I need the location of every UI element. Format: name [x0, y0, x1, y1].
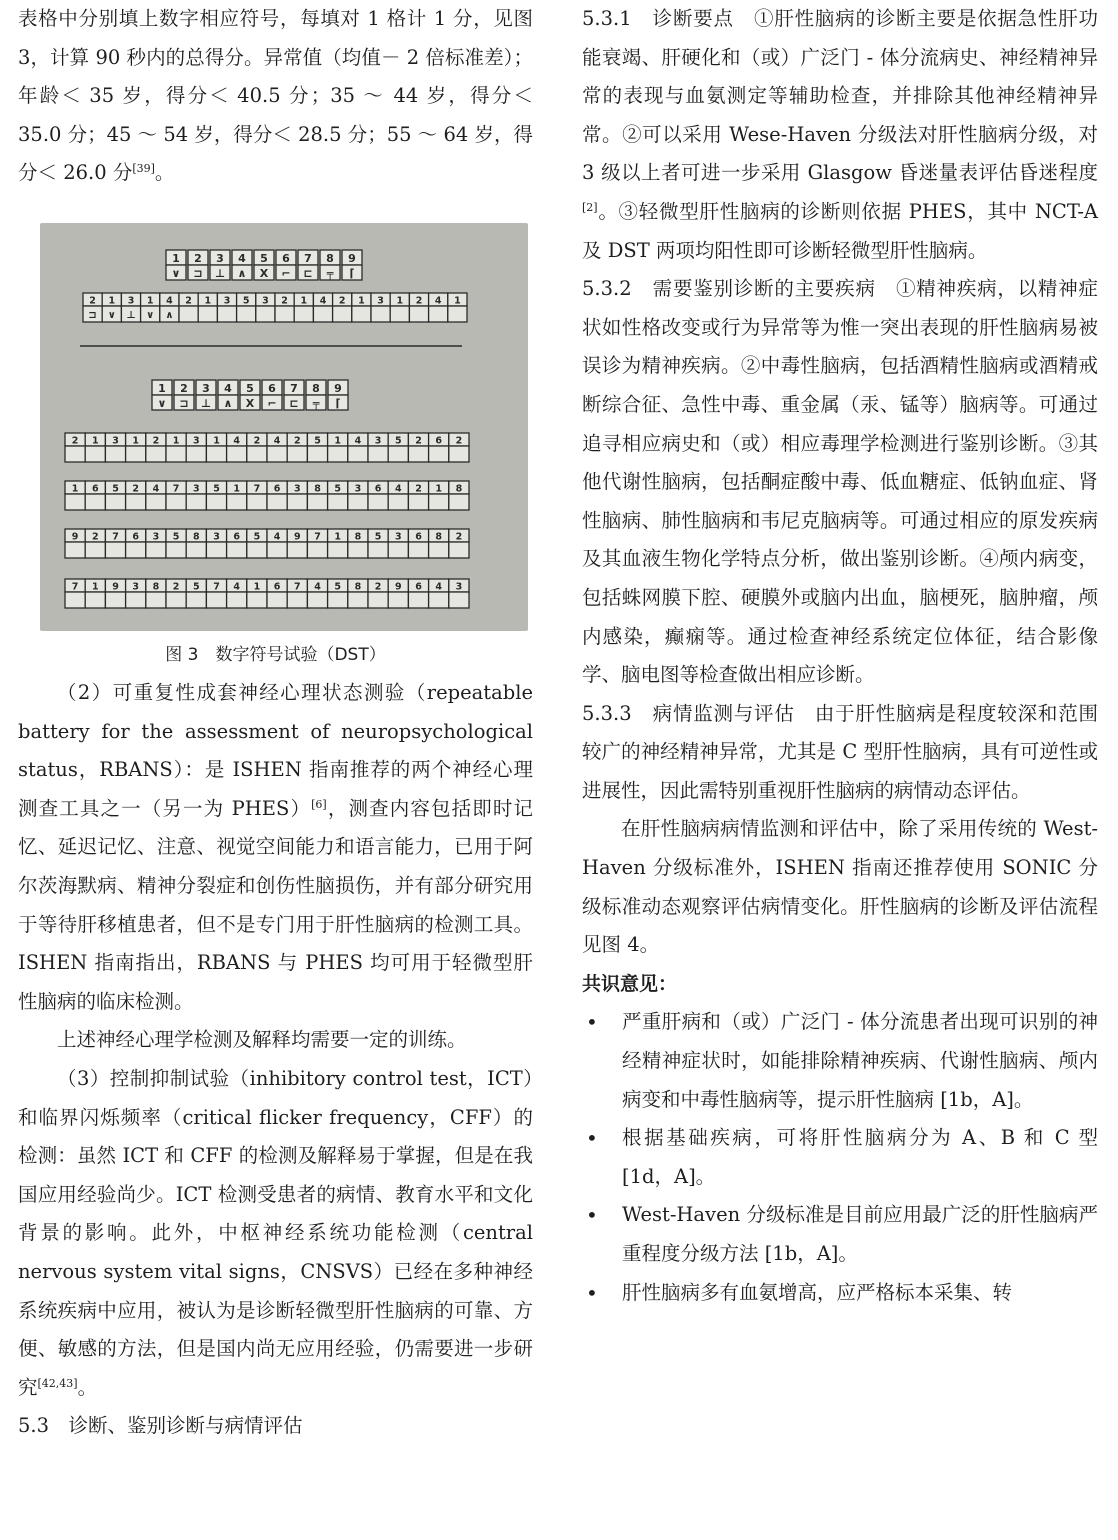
row-cell: [287, 494, 307, 510]
row-symbol: ∨: [107, 310, 116, 321]
key-digit: 1: [172, 252, 180, 265]
key-symbol: ⊐: [193, 267, 203, 280]
row-digit: 2: [91, 531, 99, 543]
key-symbol: X: [245, 397, 255, 410]
key-symbol: ⌐: [281, 267, 291, 280]
row-digit: 2: [338, 295, 346, 307]
paragraph-text: 5.3.1 诊断要点 ①肝性脑病的诊断主要是依据急性肝功能衰竭、肝硬化和（或）广泛门 - 体分流病史、神经精神异常的表现与血氨测定等辅助检查，并排除其他神经精神异常。②可以采用 Wese-Haven 分级法对肝性脑病分级，对 3 级以上者可进一步采用 Glasgow 昏迷量表评估昏迷程度: [582, 7, 1098, 185]
row-digit: 2: [415, 435, 422, 447]
row-cell: [256, 306, 275, 322]
row-digit: 1: [435, 483, 443, 495]
row-digit: 1: [172, 435, 180, 447]
row-cell: [65, 542, 85, 558]
row-digit: 7: [172, 483, 180, 495]
row-digit: 3: [377, 295, 384, 307]
row-cell: [206, 542, 226, 558]
row-digit: 3: [293, 483, 301, 495]
row-cell: [348, 592, 368, 608]
key-digit: 9: [334, 382, 342, 395]
row-cell: [186, 494, 206, 510]
row-digit: 4: [273, 435, 281, 447]
row-cell: [448, 306, 467, 322]
row-digit: 3: [213, 531, 220, 543]
row-cell: [126, 592, 146, 608]
right-column: [582, 0, 1098, 1312]
row-cell: [85, 494, 105, 510]
row-digit: 1: [204, 295, 212, 307]
row-cell: [368, 592, 388, 608]
row-cell: [348, 446, 368, 462]
differential-diagnosis-paragraph: 5.3.2 需要鉴别诊断的主要疾病 ①精神疾病，以精神症状如性格改变或行为异常等为惟一突出表现的肝性脑病易被误诊为精神疾病。②中毒性脑病，包括酒精性脑病或酒精戒断综合征、急性中毒、重金属（汞、锰等）脑病等。可通过追寻相应病史和（或）相应毒理学检测进行鉴别诊断。③其他代谢性脑病，包括酮症酸中毒、低血糖症、低钠血症、肾性脑病、肺性脑病和韦尼克脑病等。可通过相应的原发疾病及其血液生物化学特点分析，做出鉴别诊断。④颅内病变，包括蛛网膜下腔、硬膜外或脑内出血，脑梗死，脑肿瘤，颅内感染，癫痫等。通过检查神经系统定位体征，结合影像学、脑电图等检查做出相应诊断。: [582, 277, 1098, 687]
row-digit: 2: [374, 581, 382, 593]
row-digit: 2: [415, 295, 423, 307]
row-digit: 6: [233, 531, 241, 543]
row-cell: [146, 446, 166, 462]
key-symbol: ⊏: [303, 267, 313, 280]
key-symbol: ⊏: [289, 397, 299, 410]
key-digit: 5: [246, 382, 254, 395]
row-cell: [449, 542, 469, 558]
row-cell: [388, 446, 408, 462]
row-cell: [390, 306, 409, 322]
row-digit: 1: [213, 435, 220, 447]
row-digit: 1: [146, 295, 154, 307]
row-cell: [105, 446, 125, 462]
row-digit: 2: [281, 295, 288, 307]
key-symbol: ⊥: [214, 267, 226, 280]
row-digit: 3: [223, 295, 231, 307]
row-digit: 5: [394, 435, 402, 447]
dst-test-sheet: [40, 223, 528, 631]
key-symbol: ⌈: [349, 267, 355, 280]
key-digit: 6: [268, 382, 276, 395]
row-cell: [217, 306, 236, 322]
row-cell: [105, 542, 125, 558]
row-digit: 2: [71, 435, 79, 447]
row-digit: 8: [354, 581, 362, 593]
key-symbol: X: [259, 267, 269, 280]
key-digit: 4: [224, 382, 232, 395]
row-digit: 4: [434, 295, 442, 307]
row-digit: 6: [132, 531, 140, 543]
row-digit: 3: [262, 295, 269, 307]
row-cell: [352, 306, 371, 322]
row-cell: [307, 542, 327, 558]
consensus-item: • 严重肝病和（或）广泛门 - 体分流患者出现可识别的神经精神症状时，如能排除精神疾病、代谢性脑病、颅内病变和中毒性脑病等，提示肝性脑病 [1b，A]。: [582, 1003, 1098, 1119]
consensus-list: [582, 1003, 1098, 1312]
row-digit: 4: [319, 295, 327, 307]
row-digit: 8: [455, 483, 463, 495]
row-cell: [105, 494, 125, 510]
row-cell: [186, 592, 206, 608]
row-digit: 3: [132, 581, 140, 593]
row-symbol: ⊥: [126, 310, 136, 321]
key-digit: 5: [260, 252, 268, 265]
row-cell: [65, 592, 85, 608]
row-digit: 5: [172, 531, 180, 543]
row-digit: 5: [253, 531, 261, 543]
row-digit: 3: [354, 483, 362, 495]
row-digit: 2: [455, 531, 463, 543]
row-cell: [371, 306, 390, 322]
row-cell: [65, 446, 85, 462]
row-cell: [126, 494, 146, 510]
row-cell: [313, 306, 332, 322]
row-digit: 5: [314, 435, 321, 447]
row-cell: [368, 494, 388, 510]
citation: [39]: [132, 162, 155, 176]
left-lower-text: [18, 674, 533, 1446]
row-digit: 7: [213, 581, 220, 593]
row-digit: 5: [242, 295, 250, 307]
key-digit: 2: [180, 382, 188, 395]
key-symbol: ⊐: [179, 397, 189, 410]
row-digit: 7: [293, 581, 301, 593]
diagnosis-points-paragraph: [582, 0, 1098, 270]
row-cell: [275, 306, 294, 322]
row-cell: [85, 592, 105, 608]
row-digit: 1: [91, 581, 99, 593]
section-heading-5-3: 5.3 诊断、鉴别诊断与病情评估: [18, 1414, 303, 1438]
row-cell: [186, 446, 206, 462]
key-digit: 8: [326, 252, 334, 265]
row-digit: 1: [334, 435, 342, 447]
row-digit: 4: [166, 295, 173, 307]
row-digit: 9: [394, 581, 402, 593]
row-cell: [429, 494, 449, 510]
row-cell: [348, 494, 368, 510]
row-digit: 2: [89, 295, 96, 307]
key-digit: 7: [304, 252, 312, 265]
row-digit: 4: [354, 435, 362, 447]
row-cell: [287, 446, 307, 462]
row-digit: 5: [334, 581, 342, 593]
key-digit: 3: [216, 252, 224, 265]
key-symbol: ⌈: [335, 397, 341, 410]
row-cell: [65, 494, 85, 510]
row-cell: [409, 306, 428, 322]
row-digit: 8: [192, 531, 200, 543]
row-cell: [388, 494, 408, 510]
paragraph-end: 。: [154, 161, 175, 185]
key-digit: 6: [282, 252, 290, 265]
row-cell: [328, 494, 348, 510]
row-digit: 8: [435, 531, 443, 543]
row-digit: 1: [454, 295, 461, 307]
row-cell: [388, 592, 408, 608]
rbans-paragraph: [18, 674, 533, 1021]
row-digit: 5: [374, 531, 382, 543]
row-cell: [287, 542, 307, 558]
row-cell: [429, 592, 449, 608]
row-cell: [247, 592, 267, 608]
paragraph-text: （3）控制抑制试验（inhibitory control test，ICT）和临界闪烁频率（critical flicker frequency，CFF）的检测：虽然 ICT 和 CFF 的检测及解释易于掌握，但是在我国应用经验尚少。ICT 检测受患者的病情、教育水平和文化背景的影响。此外，中枢神经系统功能检测（central nervous system vital signs，CNSVS）已经在多种神经系统疾病中应用，被认为是诊断轻微型肝性脑病的可靠、方便、敏感的方法，但是国内尚无应用经验，仍需要进一步研究: [18, 1066, 533, 1399]
row-digit: 2: [253, 435, 261, 447]
row-cell: [328, 542, 348, 558]
row-digit: 2: [455, 435, 463, 447]
training-paragraph: 上述神经心理学检测及解释均需要一定的训练。: [57, 1028, 467, 1052]
citation: [2]: [582, 200, 598, 214]
row-digit: 1: [233, 483, 241, 495]
left-column: [18, 0, 533, 1438]
row-cell: [287, 592, 307, 608]
figure-caption: 图 3 数字符号试验（DST）: [165, 645, 386, 665]
row-digit: 1: [71, 483, 79, 495]
row-digit: 3: [455, 581, 463, 593]
row-cell: [333, 306, 352, 322]
row-cell: [429, 542, 449, 558]
row-digit: 3: [127, 295, 135, 307]
row-digit: 7: [112, 531, 119, 543]
west-haven-paragraph: 在肝性脑病病情监测和评估中，除了采用传统的 West-Haven 分级标准外，ISHEN 指南还推荐使用 SONIC 分级标准动态观察评估病情变化。肝性脑病的诊断及评估流程见图 4。: [582, 817, 1098, 957]
row-digit: 6: [374, 483, 382, 495]
row-digit: 1: [108, 295, 116, 307]
row-cell: [227, 446, 247, 462]
row-digit: 2: [185, 295, 192, 307]
row-cell: [227, 542, 247, 558]
row-digit: 7: [253, 483, 261, 495]
ict-cff-paragraph: [18, 1060, 533, 1407]
row-cell: [368, 542, 388, 558]
row-cell: [126, 542, 146, 558]
row-digit: 6: [273, 483, 281, 495]
row-cell: [408, 592, 428, 608]
row-digit: 4: [233, 435, 241, 447]
row-cell: [247, 446, 267, 462]
consensus-item: • 肝性脑病多有血氨增高，应严格标本采集、转: [582, 1274, 1098, 1313]
row-digit: 9: [112, 581, 119, 593]
row-cell: [368, 446, 388, 462]
row-cell: [85, 446, 105, 462]
key-digit: 2: [194, 252, 202, 265]
monitoring-paragraph: 5.3.3 病情监测与评估 由于肝性脑病是程度较深和范围较广的神经精神异常，尤其是 C 型肝性脑病，具有可逆性或进展性，因此需特别重视肝性脑病的病情动态评估。: [582, 701, 1098, 802]
key-symbol: ╤: [326, 267, 334, 280]
row-cell: [227, 494, 247, 510]
row-digit: 5: [112, 483, 119, 495]
row-cell: [449, 446, 469, 462]
row-cell: [166, 542, 186, 558]
key-digit: 9: [348, 252, 356, 265]
row-digit: 2: [293, 435, 301, 447]
row-digit: 9: [71, 531, 79, 543]
row-cell: [198, 306, 217, 322]
row-cell: [388, 542, 408, 558]
row-digit: 9: [293, 531, 301, 543]
row-digit: 8: [354, 531, 362, 543]
row-cell: [307, 446, 327, 462]
row-cell: [267, 592, 287, 608]
row-cell: [328, 446, 348, 462]
row-cell: [408, 446, 428, 462]
key-symbol: ∧: [237, 267, 247, 280]
row-cell: [408, 542, 428, 558]
row-symbol: ∨: [146, 310, 155, 321]
row-cell: [166, 592, 186, 608]
row-cell: [146, 592, 166, 608]
row-digit: 6: [91, 483, 99, 495]
row-cell: [146, 542, 166, 558]
row-digit: 8: [152, 581, 160, 593]
row-cell: [247, 494, 267, 510]
row-cell: [146, 494, 166, 510]
key-symbol: ╤: [312, 397, 320, 410]
row-cell: [186, 542, 206, 558]
row-digit: 3: [152, 531, 160, 543]
row-cell: [348, 542, 368, 558]
row-cell: [179, 306, 198, 322]
key-digit: 4: [238, 252, 246, 265]
row-digit: 6: [415, 531, 422, 543]
row-digit: 7: [71, 581, 79, 593]
row-digit: 4: [314, 581, 321, 593]
row-digit: 1: [300, 295, 308, 307]
paragraph-text-rest: ，测查内容包括即时记忆、延迟记忆、注意、视觉空间能力和语言能力，已用于阿尔茨海默病、精神分裂症和创伤性脑损伤，并有部分研究用于等待肝移植患者，但不是专门用于肝性脑病的检测工具。ISHEN 指南指出，RBANS 与 PHES 均可用于轻微型肝性脑病的临床检测。: [18, 796, 533, 1013]
row-cell: [166, 494, 186, 510]
row-digit: 6: [273, 581, 281, 593]
row-digit: 2: [172, 581, 180, 593]
key-symbol: ∧: [223, 397, 233, 410]
row-digit: 6: [435, 435, 443, 447]
row-cell: [206, 494, 226, 510]
row-digit: 2: [132, 483, 140, 495]
row-digit: 3: [192, 483, 200, 495]
row-cell: [449, 592, 469, 608]
citation: [6]: [311, 797, 327, 811]
row-cell: [294, 306, 313, 322]
row-cell: [307, 592, 327, 608]
row-symbol: ∧: [165, 310, 174, 321]
row-digit: 1: [91, 435, 99, 447]
dst-figure-photo: [40, 223, 528, 631]
row-digit: 2: [415, 483, 422, 495]
row-cell: [429, 306, 448, 322]
row-cell: [328, 592, 348, 608]
paragraph-end: 。: [77, 1375, 98, 1399]
row-cell: [408, 494, 428, 510]
row-cell: [227, 592, 247, 608]
row-digit: 1: [396, 295, 404, 307]
row-cell: [247, 542, 267, 558]
row-digit: 4: [435, 581, 443, 593]
row-digit: 4: [233, 581, 241, 593]
key-digit: 7: [290, 382, 298, 395]
key-digit: 8: [312, 382, 320, 395]
key-symbol: ∨: [171, 267, 181, 280]
row-cell: [449, 494, 469, 510]
row-digit: 5: [213, 483, 220, 495]
citation: [42,43]: [37, 1376, 78, 1390]
row-digit: 3: [192, 435, 200, 447]
row-cell: [267, 446, 287, 462]
row-digit: 3: [112, 435, 119, 447]
row-digit: 4: [152, 483, 160, 495]
row-digit: 1: [132, 435, 140, 447]
row-digit: 7: [314, 531, 321, 543]
consensus-item: • West-Haven 分级标准是目前应用最广泛的肝性脑病严重程度分级方法 [1b，A]。: [582, 1196, 1098, 1273]
row-digit: 6: [415, 581, 422, 593]
row-digit: 5: [334, 483, 342, 495]
row-cell: [126, 446, 146, 462]
row-digit: 3: [374, 435, 382, 447]
row-digit: 3: [394, 531, 402, 543]
paragraph-text: 表格中分别填上数字相应符号，每填对 1 格计 1 分，见图 3，计算 90 秒内的总得分。异常值（均值－ 2 倍标准差）；年龄＜ 35 岁，得分＜ 40.5 分；35 ～ 44 岁，得分＜ 35.0 分；45 ～ 54 岁，得分＜ 28.5 分；55 ～ 64 岁，得分＜ 26.0 分: [18, 7, 533, 185]
key-digit: 3: [202, 382, 210, 395]
row-cell: [267, 494, 287, 510]
consensus-item: • 根据基础疾病，可将肝性脑病分为 A、B 和 C 型 [1d，A]。: [582, 1119, 1098, 1196]
row-cell: [206, 446, 226, 462]
row-cell: [307, 494, 327, 510]
row-cell: [85, 542, 105, 558]
row-cell: [237, 306, 256, 322]
row-cell: [267, 542, 287, 558]
row-digit: 2: [152, 435, 160, 447]
paragraph-text-rest: 。③轻微型肝性脑病的诊断则依据 PHES，其中 NCT-A 及 DST 两项均阳性即可诊断轻微型肝性脑病。: [582, 199, 1098, 262]
consensus-title: 共识意见：: [582, 972, 678, 995]
row-digit: 1: [253, 581, 261, 593]
key-digit: 1: [158, 382, 166, 395]
paragraph-text: （2）可重复性成套神经心理状态测验（repeatable battery for the assessment of neuropsychological status，RBANS）：是 ISHEN 指南推荐的两个神经心理测查工具之一（另一为 PHES）: [18, 681, 533, 820]
key-symbol: ∨: [157, 397, 167, 410]
row-digit: 4: [273, 531, 281, 543]
row-digit: 5: [192, 581, 200, 593]
row-cell: [429, 446, 449, 462]
row-cell: [206, 592, 226, 608]
row-cell: [105, 592, 125, 608]
dst-scoring-paragraph: [18, 0, 533, 193]
row-cell: [166, 446, 186, 462]
key-symbol: ⌐: [267, 397, 277, 410]
key-symbol: ⊥: [200, 397, 212, 410]
row-digit: 4: [394, 483, 402, 495]
row-digit: 1: [358, 295, 365, 307]
row-digit: 8: [314, 483, 321, 495]
row-digit: 1: [334, 531, 342, 543]
row-symbol: ⊐: [88, 310, 97, 321]
